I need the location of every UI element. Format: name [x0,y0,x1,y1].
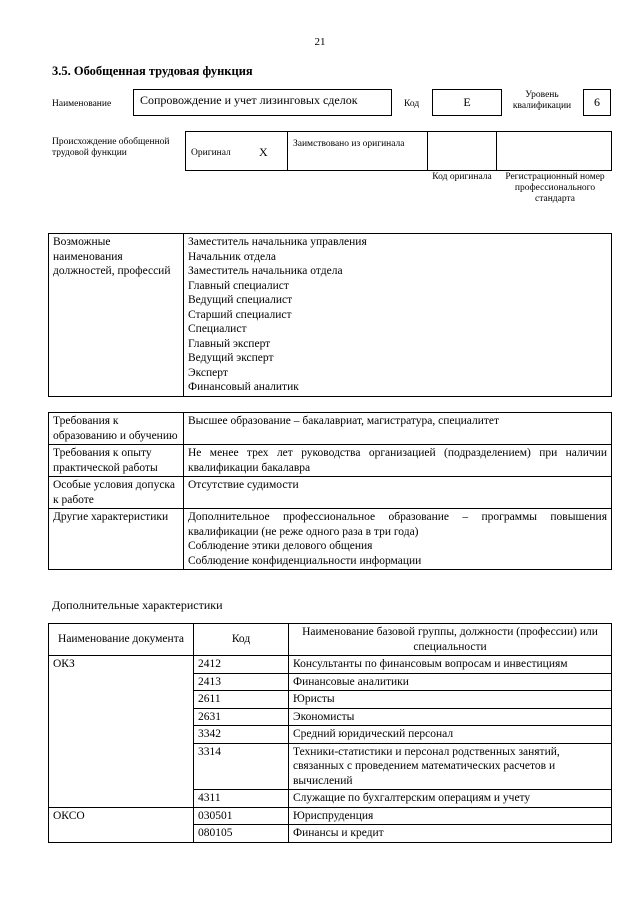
code-original-label: Код оригинала [432,172,492,182]
code-value-box [432,89,502,116]
position-item: Старший специалист [188,308,292,321]
name-cell: Служащие по бухгалтерским операциям и учету [289,790,612,808]
position-item: Заместитель начальника отдела [188,265,343,277]
code-cell: 3342 [194,726,289,744]
additional-table [48,623,612,843]
name-cell: Юристы [289,691,612,709]
name-value-box [133,89,392,116]
requirement-label: Особые условия допуска к работе [49,477,184,509]
code-cell: 030501 [194,807,289,825]
requirement-value [184,413,612,445]
requirement-value [184,509,612,570]
requirement-label: Другие характеристики [49,509,184,570]
origin-divider-1 [287,131,288,171]
position-item: Эксперт [188,366,228,379]
requirement-row [49,509,612,570]
level-label: Уровень квалификации [512,90,572,111]
name-cell: Средний юридический персонал [289,726,612,744]
doc-cell: ОКСО [49,807,194,842]
table-row [49,656,612,674]
code-cell: 3314 [194,743,289,790]
origin-label: Происхождение обобщенной трудовой функции [52,137,170,158]
code-value: E [463,95,471,109]
name-cell: Финансы и кредит [289,825,612,843]
name-cell: Юриспруденция [289,807,612,825]
original-label: Оригинал [191,148,231,158]
code-cell: 4311 [194,790,289,808]
requirement-label: Требования к образованию и обучению [49,413,184,445]
position-item: Главный специалист [188,279,289,292]
requirement-row [49,413,612,445]
code-label: Код [404,99,420,109]
position-item: Специалист [188,323,247,335]
reg-number-label: Регистрационный номер профессионального стандарта [505,172,605,204]
position-item: Начальник отдела [188,250,276,263]
position-item: Финансовый аналитик [188,381,299,393]
requirement-line: Соблюдение конфиденциальности информации [188,554,422,567]
requirement-line: Высшее образование – бакалавриат, магистратура, специалитет [188,415,500,427]
name-value: Сопровождение и учет лизинговых сделок [140,93,358,107]
positions-label: Возможные наименования должностей, профессий [49,234,184,397]
requirement-row [49,445,612,477]
name-cell: Техники-статистики и персонал родственных занятий, связанных с проведением математических расчетов и вычислений [289,743,612,790]
additional-title: Дополнительные характеристики [52,598,223,612]
code-cell: 2413 [194,673,289,691]
name-cell: Экономисты [289,708,612,726]
table-header-row [49,624,612,656]
original-mark: X [259,145,268,159]
header-name: Наименование базовой группы, должности (профессии) или специальности [289,624,612,656]
header-code: Код [194,624,289,656]
requirement-line: Не менее трех лет руководства организацией (подразделением) при наличии квалификации бакалавра [188,447,607,474]
table-row [49,807,612,825]
code-cell: 2631 [194,708,289,726]
code-cell: 2412 [194,656,289,674]
requirement-label: Требования к опыту практической работы [49,445,184,477]
requirement-value [184,445,612,477]
position-item: Заместитель начальника управления [188,236,367,248]
origin-divider-2 [427,131,428,171]
requirement-row [49,477,612,509]
header-doc: Наименование документа [49,624,194,656]
level-value: 6 [594,95,600,109]
borrowed-label: Заимствовано из оригинала [293,139,405,149]
code-cell: 080105 [194,825,289,843]
position-item: Ведущий специалист [188,294,293,306]
position-item: Ведущий эксперт [188,352,274,364]
page-number: 21 [314,36,326,48]
name-cell: Консультанты по финансовым вопросам и инвестициям [289,656,612,674]
name-label: Наименование [52,99,112,109]
requirement-line: Отсутствие судимости [188,479,299,491]
origin-divider-3 [496,131,497,171]
code-cell: 2611 [194,691,289,709]
position-item: Главный эксперт [188,337,271,350]
positions-table [48,233,612,397]
section-title: 3.5. Обобщенная трудовая функция [52,64,253,78]
requirements-table [48,412,612,570]
level-value-box [583,89,611,116]
requirement-value [184,477,612,509]
requirement-line: Соблюдение этики делового общения [188,540,373,552]
requirement-line: Дополнительное профессиональное образование – программы повышения квалификации (не реже одного раза в три года) [188,511,607,538]
doc-cell: ОКЗ [49,656,194,808]
origin-box [185,131,612,171]
name-cell: Финансовые аналитики [289,673,612,691]
positions-list [184,234,612,397]
